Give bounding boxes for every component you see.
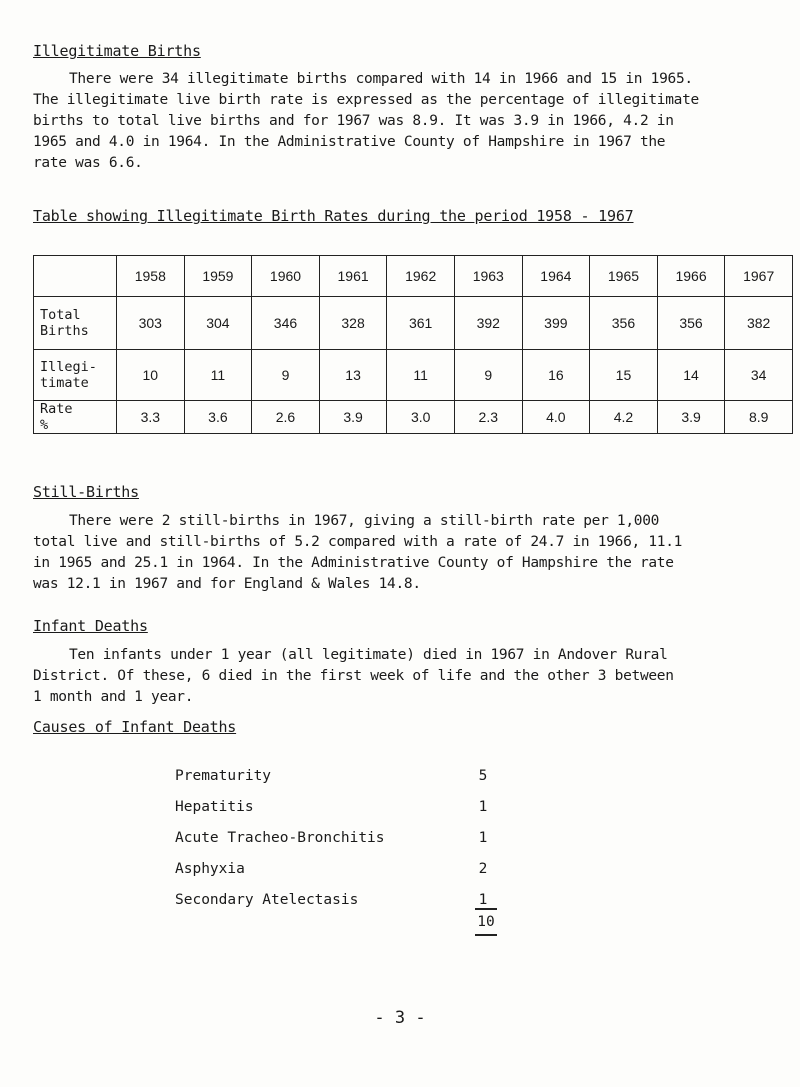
still-births-heading: Still-Births [33,483,139,501]
table-cell: 15 [590,350,658,401]
cause-count: 2 [478,860,488,877]
table-cell: 16 [522,350,590,401]
cause-count: 1 [478,829,488,846]
table-row [34,401,793,434]
illegitimate-births-heading: Illegitimate Births [33,42,201,60]
birth-rates-table [33,255,793,434]
table-cell: 356 [590,297,658,350]
table-cell: 11 [387,350,455,401]
cause-label: Acute Tracheo-Bronchitis [175,829,385,846]
column-header-1961: 1961 [319,256,387,297]
total-rule-top [475,908,497,910]
column-header-1963: 1963 [454,256,522,297]
table-cell: 9 [454,350,522,401]
causes-total-block [474,908,498,936]
infant-deaths-heading: Infant Deaths [33,617,148,635]
table-cell: 11 [184,350,252,401]
column-header-1965: 1965 [590,256,658,297]
row-label: Illegi- timate [34,350,117,401]
table-cell: 304 [184,297,252,350]
table-cell: 2.6 [252,401,320,434]
table-row [34,297,793,350]
table-cell: 382 [725,297,793,350]
cause-label: Hepatitis [175,798,254,815]
table-row [34,350,793,401]
row-label: Total Births [34,297,117,350]
column-header-1967: 1967 [725,256,793,297]
list-item [175,791,495,822]
table-cell: 392 [454,297,522,350]
table-cell: 399 [522,297,590,350]
total-rule-bottom [475,934,497,936]
column-header-1966: 1966 [657,256,725,297]
cause-label: Asphyxia [175,860,245,877]
list-item [175,760,495,791]
table-cell: 3.9 [319,401,387,434]
table-cell: 9 [252,350,320,401]
table-cell: 10 [117,350,185,401]
table-cell: 4.0 [522,401,590,434]
list-item [175,822,495,853]
table-cell: 3.3 [117,401,185,434]
cause-count: 1 [478,891,488,908]
table-cell: 328 [319,297,387,350]
table-cell: 356 [657,297,725,350]
column-header-1959: 1959 [184,256,252,297]
table-cell: 3.0 [387,401,455,434]
cause-count: 5 [478,767,488,784]
still-births-paragraph: There were 2 still-births in 1967, giving a still-birth rate per 1,000 total live and still-births of 5.2 compared with a rate of 24.7 in 1966, 11.1 in 1965 and 25.1 in 1964. In the Administrative County of Hampshire the rate was 12.1 in 1967 and for England & Wales 14.8. [33,513,683,592]
causes-total: 10 [477,914,495,930]
table-cell: 2.3 [454,401,522,434]
table-cell: 361 [387,297,455,350]
column-header-1962: 1962 [387,256,455,297]
column-header-1958: 1958 [117,256,185,297]
page-number: - 3 - [374,1008,426,1028]
list-item [175,853,495,884]
infant-deaths-paragraph: Ten infants under 1 year (all legitimate) died in 1967 in Andover Rural District. Of these, 6 died in the first week of life and the other 3 between 1 month and 1 year. [33,647,674,705]
table-cell: 8.9 [725,401,793,434]
cause-label: Prematurity [175,767,272,784]
row-label: Rate % [34,401,117,434]
table-cell: 303 [117,297,185,350]
table-cell: 4.2 [590,401,658,434]
table-cell: 14 [657,350,725,401]
column-header-1960: 1960 [252,256,320,297]
table-title: Table showing Illegitimate Birth Rates during the period 1958 - 1967 [33,207,634,225]
table-cell: 3.6 [184,401,252,434]
causes-heading: Causes of Infant Deaths [33,718,237,736]
list-item [175,884,495,915]
column-header-1964: 1964 [522,256,590,297]
table-cell: 3.9 [657,401,725,434]
illegitimate-births-paragraph: There were 34 illegitimate births compared with 14 in 1966 and 15 in 1965. The illegitimate live birth rate is expressed as the percentage of illegitimate births to total live births and for 1967 was 8.9. It was 3.9 in 1966, 4.2 in 1965 and 4.0 in 1964. In the Administrative County of Hampshire in 1967 the rate was 6.6. [33,71,699,171]
causes-list [175,760,495,915]
table-cell: 346 [252,297,320,350]
table-corner-cell [34,256,117,297]
cause-label: Secondary Atelectasis [175,891,359,908]
table-cell: 13 [319,350,387,401]
table-cell: 34 [725,350,793,401]
cause-count: 1 [478,798,488,815]
